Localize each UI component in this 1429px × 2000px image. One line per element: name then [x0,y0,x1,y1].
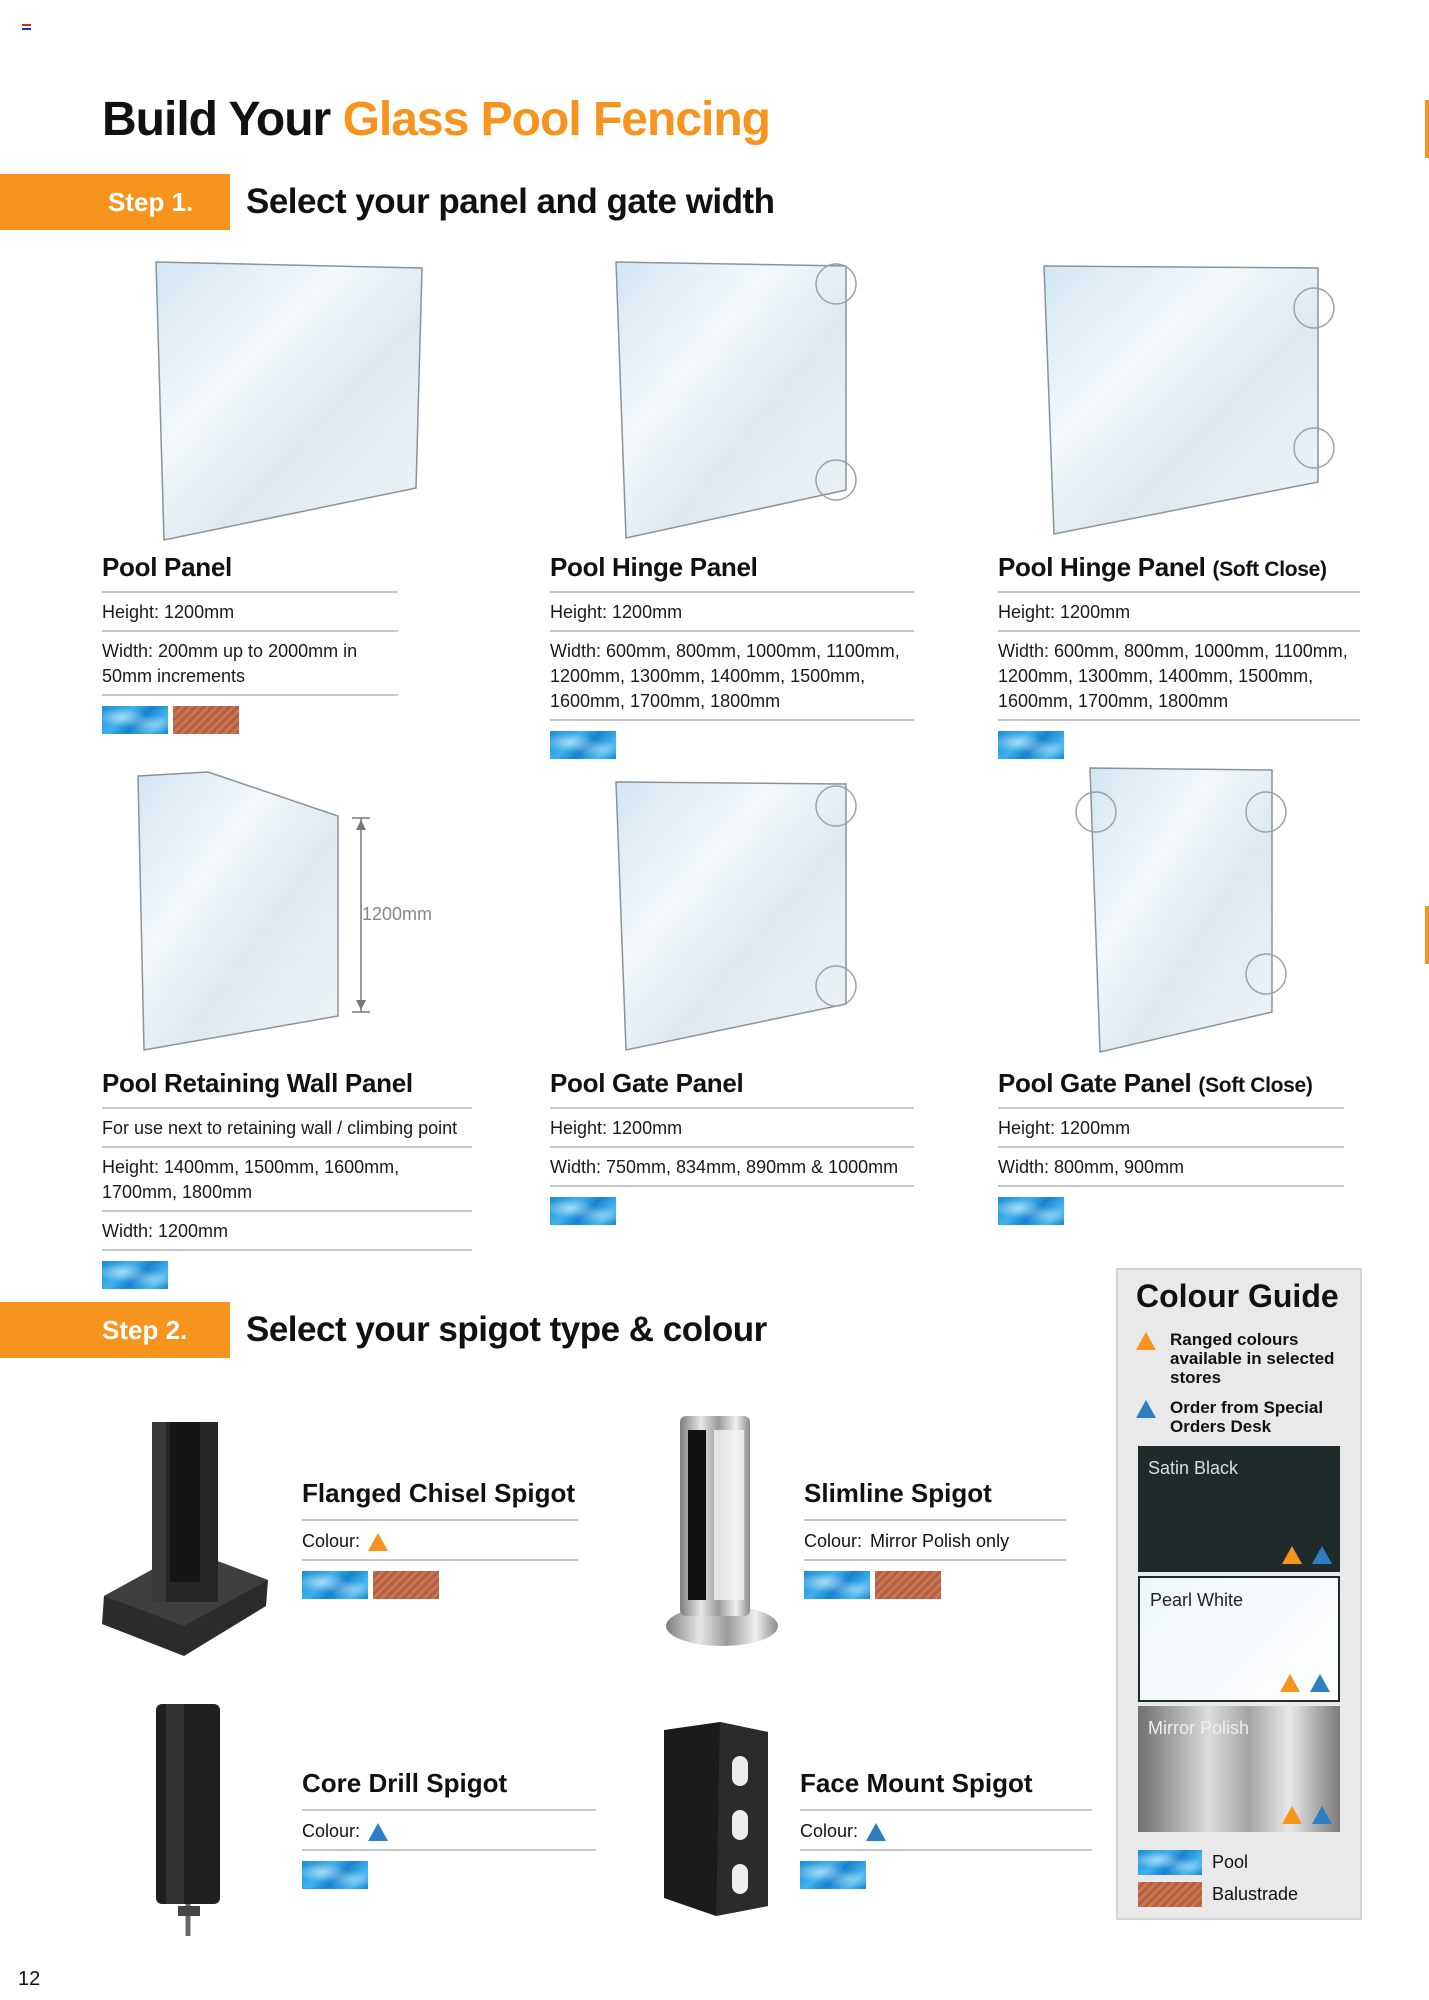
product-name: Pool Gate Panel [550,1068,914,1109]
page-edge-tab [1425,100,1429,158]
spigot-slimline [804,1478,1066,1599]
blue-triangle-icon [368,1823,388,1841]
spigot-face-mount [800,1768,1092,1889]
product-spec: Height: 1400mm, 1500mm, 1600mm, 1700mm, 1800mm [102,1148,472,1212]
product-spec: Width: 1200mm [102,1212,472,1251]
face-mount-spigot-image [660,1720,770,1920]
page-title: Build Your Glass Pool Fencing [102,93,770,146]
spigot-name: Face Mount Spigot [800,1768,1092,1811]
pool-swatch [302,1861,368,1889]
pool-swatch [302,1571,368,1599]
balustrade-swatch [173,706,239,734]
spigot-name: Core Drill Spigot [302,1768,596,1811]
balustrade-swatch [875,1571,941,1599]
product-spec: For use next to retaining wall / climbing point [102,1109,472,1148]
pool-swatch [102,1261,168,1289]
pool-swatch [800,1861,866,1889]
dimension-label: 1200mm [362,904,433,924]
product-pool-gate-panel-soft-close [998,1068,1344,1225]
product-spec: Height: 1200mm [102,593,398,632]
spigot-colour: Colour: [302,1521,578,1561]
page-edge-tab [1425,906,1429,964]
product-pool-hinge-panel [550,552,914,759]
orange-triangle-icon [1136,1332,1156,1350]
pool-gate-panel-soft-close-image [1070,766,1300,1056]
balustrade-swatch [373,1571,439,1599]
legend-balustrade: Balustrade [1138,1882,1298,1907]
orange-triangle-icon [368,1533,388,1551]
pool-panel-image [150,258,430,548]
flanged-chisel-spigot-image [98,1410,274,1660]
blue-triangle-icon [866,1823,886,1841]
colour-key-ranged: Ranged colours available in selected stores [1136,1330,1350,1387]
blue-triangle-icon [1136,1400,1156,1418]
pool-swatch [550,731,616,759]
step-1-title: Select your panel and gate width [246,182,775,221]
page-number: 12 [18,1968,41,1990]
balustrade-swatch [1138,1882,1202,1907]
spigot-flanged-chisel [302,1478,578,1599]
language-flag-icon [22,24,31,30]
pool-hinge-panel-soft-close-image [1040,262,1340,542]
spigot-colour: Colour: [800,1811,1092,1851]
pool-swatch [102,706,168,734]
product-spec: Height: 1200mm [550,1109,914,1148]
product-spec: Width: 600mm, 800mm, 1000mm, 1100mm, 1200mm, 1300mm, 1400mm, 1500mm, 1600mm, 1700mm, 1800mm [550,632,914,721]
product-spec: Width: 200mm up to 2000mm in 50mm increments [102,632,398,696]
product-pool-retaining-wall-panel [102,1068,472,1289]
pool-swatch [550,1197,616,1225]
pool-swatch [804,1571,870,1599]
legend-pool: Pool [1138,1850,1248,1875]
slimline-spigot-image [650,1410,780,1660]
pool-gate-panel-image [610,778,870,1058]
step-1-label: Step 1. [108,187,194,217]
core-drill-spigot-image [150,1700,230,1940]
colour-guide-title: Colour Guide [1136,1278,1339,1314]
pool-swatch [998,731,1064,759]
finish-pearl-white: Pearl White [1138,1576,1340,1702]
spigot-colour: Colour: [302,1811,596,1851]
product-pool-panel [102,552,398,734]
spigot-name: Slimline Spigot [804,1478,1066,1521]
step-2-label: Step 2. [102,1315,188,1345]
pool-hinge-panel-image [610,258,870,548]
product-pool-hinge-panel-soft-close [998,552,1360,759]
product-spec: Height: 1200mm [998,593,1360,632]
product-spec: Height: 1200mm [998,1109,1344,1148]
finish-satin-black: Satin Black [1138,1446,1340,1572]
spigot-core-drill [302,1768,596,1889]
colour-key-special-order: Order from Special Orders Desk [1136,1398,1350,1436]
colour-guide [1116,1268,1362,1920]
spigot-colour: Colour: Mirror Polish only [804,1521,1066,1561]
product-name: Pool Hinge Panel [550,552,914,593]
finish-mirror-polish: Mirror Polish [1138,1706,1340,1832]
pool-swatch [1138,1850,1202,1875]
product-name: Pool Panel [102,552,398,593]
product-spec: Width: 800mm, 900mm [998,1148,1344,1187]
product-spec: Height: 1200mm [550,593,914,632]
pool-swatch [998,1197,1064,1225]
product-spec: Width: 750mm, 834mm, 890mm & 1000mm [550,1148,914,1187]
product-name: Pool Retaining Wall Panel [102,1068,472,1109]
product-pool-gate-panel [550,1068,914,1225]
product-name: Pool Gate Panel (Soft Close) [998,1068,1344,1109]
step-2-title: Select your spigot type & colour [246,1310,767,1349]
product-spec: Width: 600mm, 800mm, 1000mm, 1100mm, 1200mm, 1300mm, 1400mm, 1500mm, 1600mm, 1700mm, 1800mm [998,632,1360,721]
spigot-name: Flanged Chisel Spigot [302,1478,578,1521]
product-name: Pool Hinge Panel (Soft Close) [998,552,1360,593]
